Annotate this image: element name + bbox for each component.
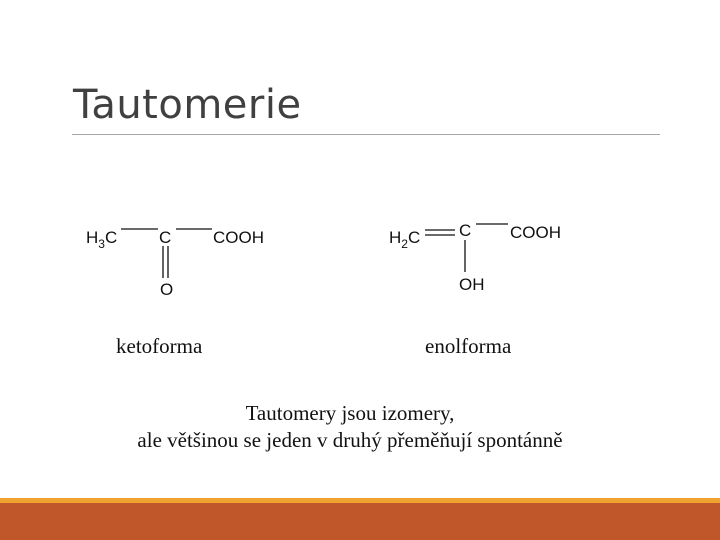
slide-title: Tautomerie xyxy=(73,82,302,128)
keto-carbonyl-carbon: C xyxy=(159,228,172,247)
keto-oxygen: O xyxy=(160,280,174,299)
note-line-1: Tautomery jsou izomery, xyxy=(245,401,455,425)
enol-ch2-group: $H_2C$ xyxy=(389,228,421,251)
enol-carbon: C xyxy=(459,221,472,240)
keto-caption: ketoforma xyxy=(116,334,203,358)
note-line-2: ale většinou se jeden v druhý přeměňují spontánně xyxy=(137,428,563,452)
tautomer-note xyxy=(0,400,700,454)
enol-caption: enolforma xyxy=(425,334,512,358)
footer-bar xyxy=(0,503,720,540)
enol-hydroxyl: OH xyxy=(459,275,485,294)
keto-ch3-group: $H_3C$ xyxy=(86,228,118,251)
enol-acid-group: COOH xyxy=(510,223,561,242)
keto-acid-group: COOH xyxy=(213,228,264,247)
keto-formula xyxy=(86,228,264,299)
enol-formula xyxy=(389,221,561,294)
